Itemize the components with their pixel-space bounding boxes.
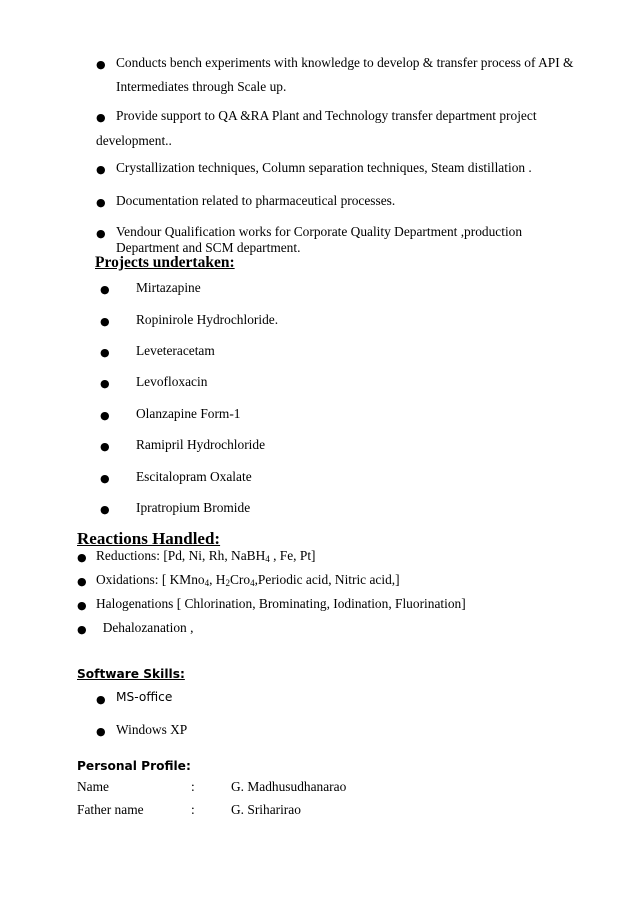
project-item: Leveteracetam: [136, 343, 215, 358]
bullet-icon: ●: [100, 283, 110, 296]
bullet-icon: ●: [100, 472, 110, 485]
bullet-icon: ●: [100, 346, 110, 359]
bullet-icon: ●: [100, 503, 110, 516]
duty-3-line-1: Crystallization techniques, Column separation techniques, Steam distillation .: [116, 160, 532, 175]
reductions-line: Reductions: [Pd, Ni, Rh, NaBH$_4$ , Fe, Pt]: [96, 548, 316, 564]
bullet-icon: ●: [96, 725, 106, 738]
reactions-heading: Reactions Handled:: [77, 529, 221, 548]
project-item: Escitalopram Oxalate: [136, 469, 252, 484]
bullet-icon: ●: [96, 111, 106, 124]
bullet-icon: ●: [77, 551, 87, 564]
halogenations-line: Halogenations [ Chlorination, Brominating, Iodination, Fluorination]: [96, 596, 466, 611]
bullet-icon: ●: [100, 409, 110, 422]
dehalozanation-line: Dehalozanation ,: [96, 620, 194, 635]
profile-label-name: Name: [77, 779, 109, 794]
projects-heading: Projects undertaken:: [95, 254, 235, 271]
bullet-icon: ●: [100, 440, 110, 453]
bullet-icon: ●: [77, 599, 87, 612]
software-item: Windows XP: [116, 722, 188, 737]
bullet-icon: ●: [96, 227, 106, 240]
project-item: Ropinirole Hydrochloride.: [136, 312, 279, 327]
profile-value-name: G. Madhusudhanarao: [231, 779, 347, 794]
profile-separator: :: [191, 779, 195, 794]
bullet-icon: ●: [77, 575, 87, 588]
duty-1-line-2: Intermediates through Scale up.: [116, 79, 287, 94]
profile-value-father: G. Sriharirao: [231, 802, 301, 817]
project-item: Mirtazapine: [136, 280, 201, 295]
project-item: Levofloxacin: [136, 374, 208, 389]
bullet-icon: ●: [96, 196, 106, 209]
duty-1-line-1: Conducts bench experiments with knowledge to develop & transfer process of API &: [116, 55, 574, 70]
duty-2-line-1: Provide support to QA &RA Plant and Technology transfer department project: [116, 108, 537, 123]
bullet-icon: ●: [77, 623, 87, 636]
personal-heading: Personal Profile:: [77, 759, 191, 773]
duty-5-line-1: Vendour Qualification works for Corporate Quality Department ,production: [116, 224, 523, 239]
bullet-icon: ●: [96, 58, 106, 71]
profile-separator: :: [191, 802, 195, 817]
bullet-icon: ●: [96, 693, 106, 706]
profile-label-father: Father name: [77, 802, 144, 817]
software-item: MS-office: [116, 690, 173, 704]
software-heading: Software Skills:: [77, 667, 185, 681]
duty-2-line-2: development..: [96, 133, 172, 148]
oxidations-line: Oxidations: [ KMno$_4$, $H_2Cro_4,Periodic$ acid, Nitric acid,]: [96, 572, 400, 588]
bullet-icon: ●: [100, 377, 110, 390]
project-item: Ramipril Hydrochloride: [136, 437, 266, 452]
project-item: Ipratropium Bromide: [136, 500, 251, 515]
project-item: Olanzapine Form-1: [136, 406, 241, 421]
duty-5-line-2: Department and SCM department.: [116, 240, 301, 255]
bullet-icon: ●: [96, 163, 106, 176]
duty-4-line-1: Documentation related to pharmaceutical processes.: [116, 193, 396, 208]
bullet-icon: ●: [100, 315, 110, 328]
